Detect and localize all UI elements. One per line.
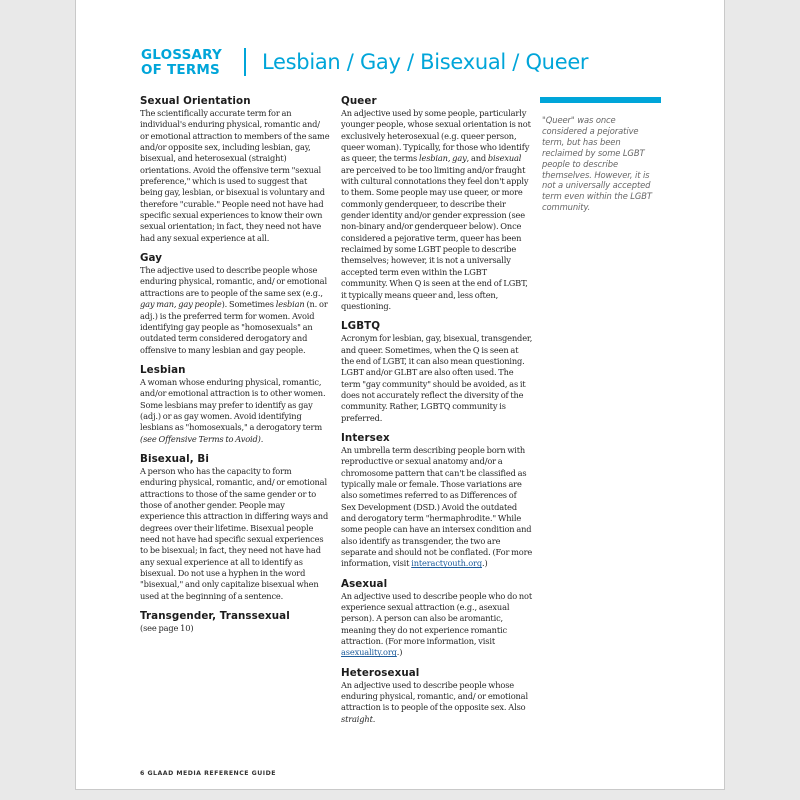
- entry-lesbian: [140, 364, 330, 445]
- entry-asexual: [341, 578, 533, 659]
- document-page: [75, 0, 725, 790]
- term-definition: A woman whose enduring physical, romantic, and/or emotional attraction is to other women. Some lesbians may prefer to identify as gay (adj.) or as gay women. Avoid identifying lesbians as "homosexuals," a derogatory term (see Offensive Terms to Avoid).: [140, 376, 326, 444]
- interactyouth-link[interactable]: interactyouth.org: [411, 558, 482, 569]
- entry-lgbtq: [341, 320, 533, 424]
- term-heading: Sexual Orientation: [140, 95, 251, 107]
- term-heading: Lesbian: [140, 363, 186, 376]
- entry-queer: [341, 95, 533, 312]
- term-heading: Gay: [140, 252, 163, 265]
- page-footer: [140, 770, 276, 777]
- publication-name: GLAAD MEDIA REFERENCE GUIDE: [147, 770, 276, 777]
- term-heading: Asexual: [341, 577, 388, 590]
- term-definition: The scientifically accurate term for an individual's enduring physical, romantic and/ or emotional attraction to members of the same and/or opposite sex, including lesbian, gay, bisexual, and heterosexual (straight) orientations. Avoid the offensive term "sexual preference," which is used to suggest that being gay, lesbian, or bisexual is voluntary and therefore "curable." People need not have had specific sexual experiences to know their own sexual orientation; in fact, they need not have had any sexual experience at all.: [140, 108, 330, 243]
- term-definition: An umbrella term describing people born with reproductive or sexual anatomy and/or a chromosome pattern that can't be classified as typically male or female. Those variations are also sometimes referred to as Differences of Sex Development (DSD.) Avoid the outdated and derogatory term "hermaphrodite." While some people can have an intersex condition and also identify as transgender, the two are separate and should not be conflated. (For more information, visit interactyouth.org.): [341, 444, 533, 569]
- asexuality-link[interactable]: asexuality.org: [341, 647, 397, 658]
- entry-heterosexual: [341, 667, 533, 725]
- header-divider: [244, 48, 246, 76]
- accent-bar: [540, 97, 661, 103]
- entry-intersex: [341, 432, 533, 570]
- entry-bisexual: [140, 453, 330, 602]
- pull-quote: "Queer" was once considered a pejorative term, but has been reclaimed by some LGBT people to describe themselves. However, it is not a universally accepted term even within the LGBT community.: [542, 115, 652, 213]
- entry-gay: [140, 252, 330, 356]
- page-number: 6: [140, 770, 145, 777]
- term-definition: (see page 10): [140, 623, 194, 634]
- term-heading: Queer: [341, 95, 377, 107]
- left-column: [140, 95, 330, 642]
- term-heading: Intersex: [341, 431, 390, 444]
- term-heading: LGBTQ: [341, 320, 381, 333]
- term-definition: An adjective used to describe people who do not experience sexual attraction (e.g., asexual person). A person can also be aromantic, meaning they do not experience romantic attraction. (For more information, visit asexuality.org.): [341, 590, 533, 658]
- term-definition: Acronym for lesbian, gay, bisexual, transgender, and queer. Sometimes, when the Q is seen at the end of LGBT, it can also mean questioning. LGBT and/or GLBT are also often used. The term "gay community" should be avoided, as it does not accurately reflect the diversity of the community. Rather, LGBTQ community is preferred.: [341, 333, 533, 423]
- pull-quote-sidebar: [540, 97, 661, 213]
- glossary-title-line-1: GLOSSARY: [141, 47, 222, 63]
- section-subtitle: Lesbian / Gay / Bisexual / Queer: [262, 50, 589, 74]
- term-definition: A person who has the capacity to form enduring physical, romantic, and/ or emotional attractions to those of the same gender or to those of another gender. People may experience this attraction in differing ways and degrees over their lifetime. Bisexual people need not have had specific sexual experiences to be bisexual; in fact, they need not have had any sexual experience at all to identify as bisexual. Do not use a hyphen in the word "bisexual," and only capitalize bisexual when used at the beginning of a sentence.: [140, 465, 329, 601]
- term-heading: Transgender, Transsexual: [140, 610, 290, 623]
- entry-transgender: [140, 610, 330, 634]
- term-definition: The adjective used to describe people whose enduring physical, romantic, and/ or emotional attractions are to people of the same sex (e.g., gay man, gay people). Sometimes lesbian (n. or adj.) is the preferred term for women. Avoid identifying gay people as "homosexuals" an outdated term considered derogatory and offensive to many lesbian and gay people.: [140, 265, 328, 355]
- middle-column: [341, 95, 533, 733]
- glossary-title-line-2: OF TERMS: [141, 62, 220, 78]
- entry-sexual-orientation: [140, 95, 330, 244]
- term-definition: An adjective used to describe people whose enduring physical, romantic, and/ or emotional attraction is to people of the opposite sex. Also straight.: [341, 679, 528, 724]
- term-definition: An adjective used by some people, particularly younger people, whose sexual orientation is not exclusively heterosexual (e.g. queer person, queer woman). Typically, for those who identify as queer, the terms lesbian, gay, and bisexual are perceived to be too limiting and/or fraught with cultural connotations they feel don't apply to them. Some people may use queer, or more commonly genderqueer, to describe their gender identity and/or gender expression (see non-binary and/or genderqueer below). Once considered a pejorative term, queer has been reclaimed by some LGBT people to describe themselves; however, it is not a universally accepted term even within the LGBT community. When Q is seen at the end of LGBT, it typically means queer and, less often, questioning.: [341, 108, 531, 311]
- term-heading: Bisexual, Bi: [140, 452, 210, 465]
- page-header: [141, 46, 661, 82]
- term-heading: Heterosexual: [341, 666, 420, 679]
